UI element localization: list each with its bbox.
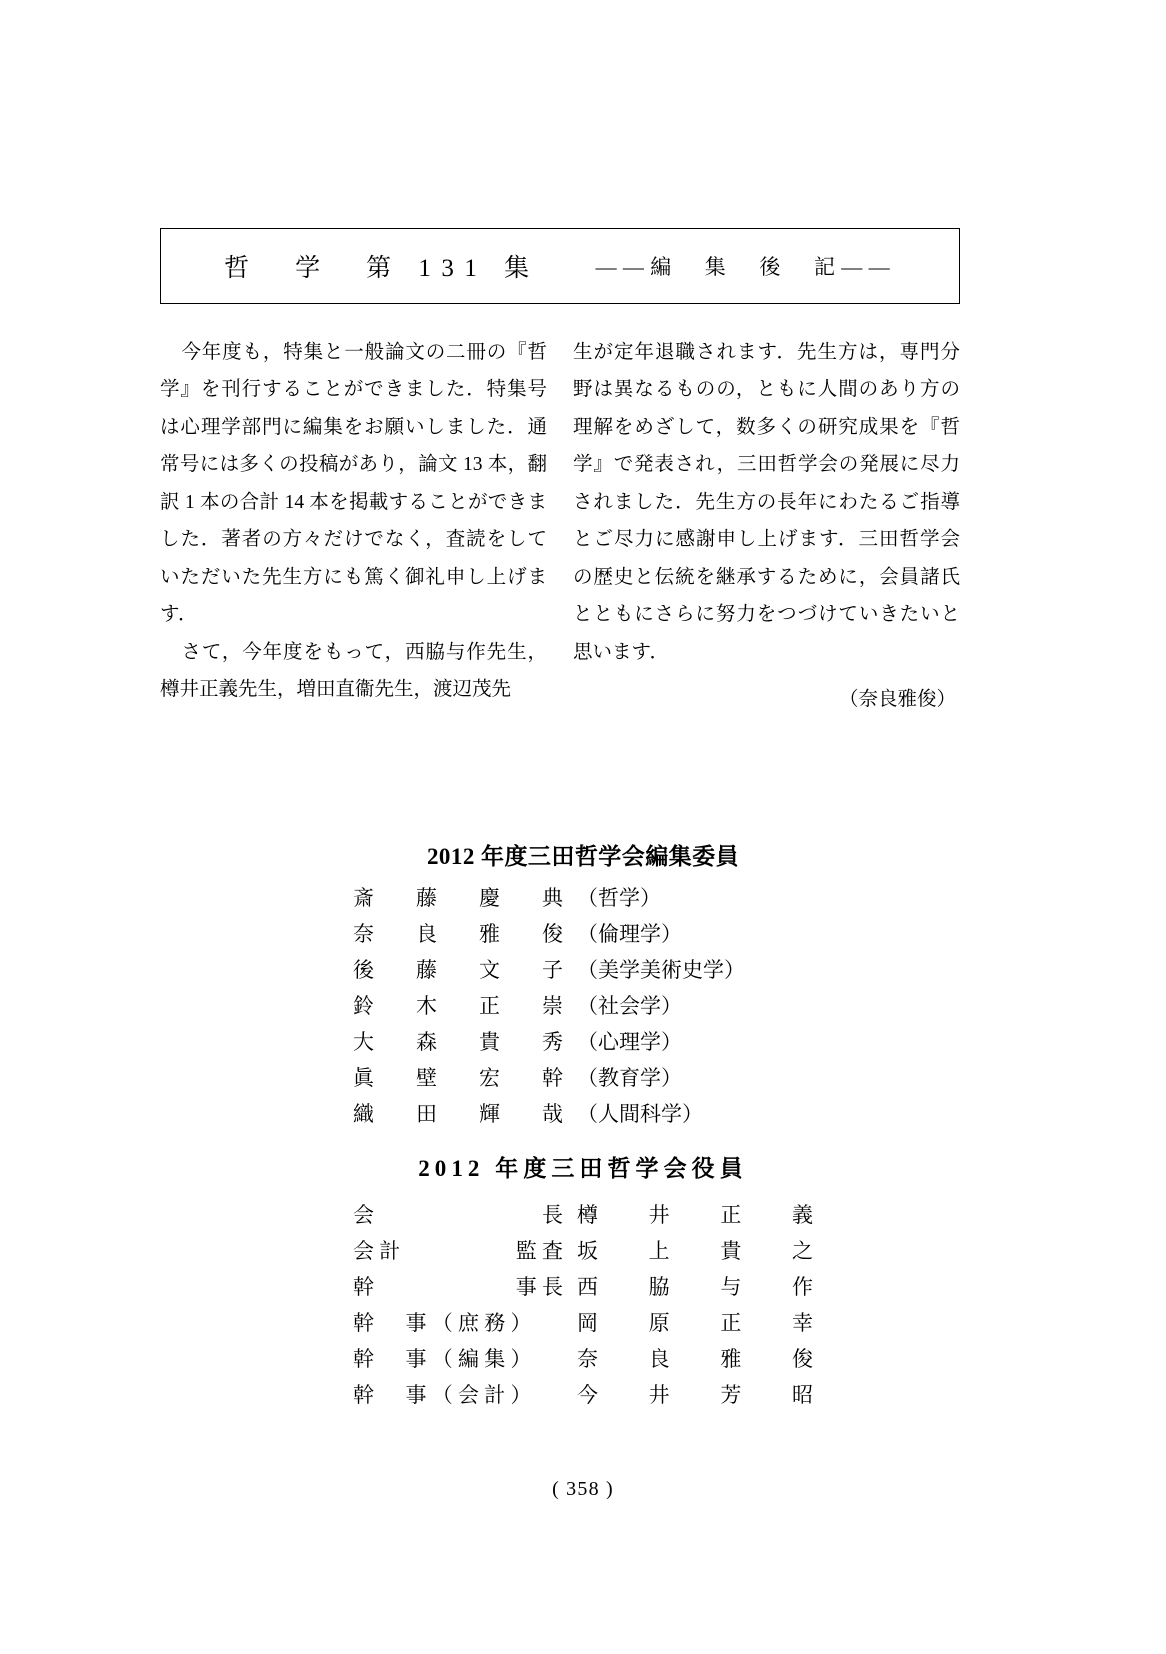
name-char: 坂 bbox=[577, 1239, 598, 1263]
name-char: 藤 bbox=[416, 886, 437, 910]
name-char: 芳 bbox=[720, 1383, 742, 1407]
name-char: 鈴 bbox=[353, 994, 374, 1018]
paragraph: 今年度も，特集と一般論文の二冊の『哲学』を刊行することができました．特集号は心理学部門に編集をお願いしました．通常号には多くの投稿があり，論文 13 本，翻訳 1 本の合計 14 本を掲載することができました．著者の方々だけでなく，査読をしていただいた先生方にも篤く御礼申し上げます． bbox=[160, 342, 547, 626]
list-item bbox=[0, 924, 1166, 945]
name-char: 正 bbox=[720, 1311, 742, 1335]
name-char: 眞 bbox=[353, 1066, 374, 1090]
officer-name bbox=[563, 1313, 813, 1334]
officer-role: 幹 事（編集） bbox=[353, 1347, 537, 1371]
name-char: 秀 bbox=[542, 1030, 563, 1054]
list-item bbox=[0, 888, 1166, 909]
officer-role bbox=[353, 1205, 563, 1226]
name-char: 正 bbox=[720, 1203, 742, 1227]
name-char: 田 bbox=[416, 1102, 437, 1126]
list-item bbox=[0, 1313, 1166, 1334]
header-box bbox=[160, 228, 960, 304]
editor-field: （哲学） bbox=[577, 886, 661, 910]
role-part: 長 bbox=[542, 1203, 563, 1227]
name-char: 良 bbox=[416, 922, 437, 946]
name-char: 奈 bbox=[577, 1347, 598, 1371]
name-char: 崇 bbox=[542, 994, 563, 1018]
name-char: 織 bbox=[353, 1102, 374, 1126]
officer-name bbox=[563, 1349, 813, 1370]
list-item bbox=[0, 1349, 1166, 1370]
editor-name bbox=[353, 1032, 563, 1053]
role-part: 会 計 bbox=[353, 1239, 401, 1263]
editor-field: （社会学） bbox=[577, 994, 682, 1018]
name-char: 良 bbox=[648, 1347, 670, 1371]
name-char: 義 bbox=[791, 1203, 813, 1227]
name-char: 西 bbox=[577, 1275, 598, 1299]
role-part: 事 長 bbox=[515, 1275, 563, 1299]
name-char: 典 bbox=[542, 886, 563, 910]
list-item bbox=[0, 1385, 1166, 1406]
officer-role bbox=[353, 1241, 563, 1262]
page-title: 哲 学 第 131 集 bbox=[224, 255, 540, 282]
name-char: 俊 bbox=[791, 1347, 813, 1371]
paragraph: さて，今年度をもって，西脇与作先生，樽井正義先生，増田直衞先生，渡辺茂先 bbox=[160, 641, 547, 700]
right-column bbox=[573, 334, 960, 718]
editors-list bbox=[0, 888, 1166, 1140]
name-char: 哉 bbox=[542, 1102, 563, 1126]
officers-list bbox=[0, 1205, 1166, 1421]
role-part: 会 bbox=[353, 1203, 374, 1227]
name-char: 正 bbox=[479, 994, 500, 1018]
editor-name bbox=[353, 1068, 563, 1089]
header-inner bbox=[161, 229, 959, 303]
name-char: 原 bbox=[648, 1311, 670, 1335]
name-char: 壁 bbox=[416, 1066, 437, 1090]
name-char: 俊 bbox=[542, 922, 563, 946]
officers-heading: 2012 年度三田哲学会役員 bbox=[418, 1156, 748, 1181]
role-part: 幹 bbox=[353, 1275, 374, 1299]
name-char: 昭 bbox=[791, 1383, 813, 1407]
left-column bbox=[160, 334, 547, 718]
list-item bbox=[0, 1277, 1166, 1298]
officer-name bbox=[563, 1205, 813, 1226]
name-char: 井 bbox=[648, 1383, 670, 1407]
name-char: 之 bbox=[791, 1239, 813, 1263]
name-char: 作 bbox=[791, 1275, 813, 1299]
name-char: 雅 bbox=[479, 922, 500, 946]
editor-name bbox=[353, 1104, 563, 1125]
editor-field: （美学美術史学） bbox=[577, 958, 745, 982]
name-char: 樽 bbox=[577, 1203, 598, 1227]
name-char: 文 bbox=[479, 958, 500, 982]
name-char: 貴 bbox=[479, 1030, 500, 1054]
name-char: 井 bbox=[648, 1203, 670, 1227]
editor-field: （教育学） bbox=[577, 1066, 682, 1090]
editor-name bbox=[353, 924, 563, 945]
name-char: 与 bbox=[720, 1275, 742, 1299]
officer-role: 幹 事（庶務） bbox=[353, 1311, 537, 1335]
list-item bbox=[0, 1104, 1166, 1125]
role-part: 監 査 bbox=[515, 1239, 563, 1263]
signature: （奈良雅俊） bbox=[838, 688, 956, 710]
name-char: 大 bbox=[353, 1030, 374, 1054]
officer-role bbox=[353, 1277, 563, 1298]
name-char: 森 bbox=[416, 1030, 437, 1054]
list-item bbox=[0, 1241, 1166, 1262]
officer-name bbox=[563, 1385, 813, 1406]
editor-name bbox=[353, 960, 563, 981]
list-item bbox=[0, 1032, 1166, 1053]
name-char: 藤 bbox=[416, 958, 437, 982]
body-columns bbox=[160, 334, 960, 718]
editor-field: （人間科学） bbox=[577, 1102, 703, 1126]
header-subtitle: ——編 集 後 記—— bbox=[595, 255, 896, 279]
name-char: 宏 bbox=[479, 1066, 500, 1090]
name-char: 輝 bbox=[479, 1102, 500, 1126]
list-item bbox=[0, 996, 1166, 1017]
name-char: 木 bbox=[416, 994, 437, 1018]
name-char: 脇 bbox=[648, 1275, 670, 1299]
name-char: 幸 bbox=[791, 1311, 813, 1335]
name-char: 幹 bbox=[542, 1066, 563, 1090]
name-char: 雅 bbox=[720, 1347, 742, 1371]
name-char: 後 bbox=[353, 958, 374, 982]
name-char: 岡 bbox=[577, 1311, 598, 1335]
name-char: 今 bbox=[577, 1383, 598, 1407]
page-number: ( 358 ) bbox=[552, 1478, 614, 1500]
name-char: 貴 bbox=[720, 1239, 742, 1263]
officer-role: 幹 事（会計） bbox=[353, 1383, 537, 1407]
name-char: 上 bbox=[648, 1239, 670, 1263]
officer-name bbox=[563, 1277, 813, 1298]
name-char: 斎 bbox=[353, 886, 374, 910]
editor-name bbox=[353, 888, 563, 909]
editor-field: （心理学） bbox=[577, 1030, 682, 1054]
officer-name bbox=[563, 1241, 813, 1262]
list-item bbox=[0, 960, 1166, 981]
editor-name bbox=[353, 996, 563, 1017]
name-char: 奈 bbox=[353, 922, 374, 946]
name-char: 慶 bbox=[479, 886, 500, 910]
editors-heading: 2012 年度三田哲学会編集委員 bbox=[426, 844, 740, 869]
name-char: 子 bbox=[542, 958, 563, 982]
list-item bbox=[0, 1068, 1166, 1089]
paragraph: 生が定年退職されます．先生方は，専門分野は異なるものの，ともに人間のあり方の理解をめざして，数多くの研究成果を『哲学』で発表され，三田哲学会の発展に尽力されました．先生方の長年にわたるご指導とご尽力に感謝申し上げます．三田哲学会の歴史と伝統を継承するために，会員諸氏とともにさらに努力をつづけていきたいと思います． bbox=[573, 342, 960, 663]
list-item bbox=[0, 1205, 1166, 1226]
editor-field: （倫理学） bbox=[577, 922, 682, 946]
